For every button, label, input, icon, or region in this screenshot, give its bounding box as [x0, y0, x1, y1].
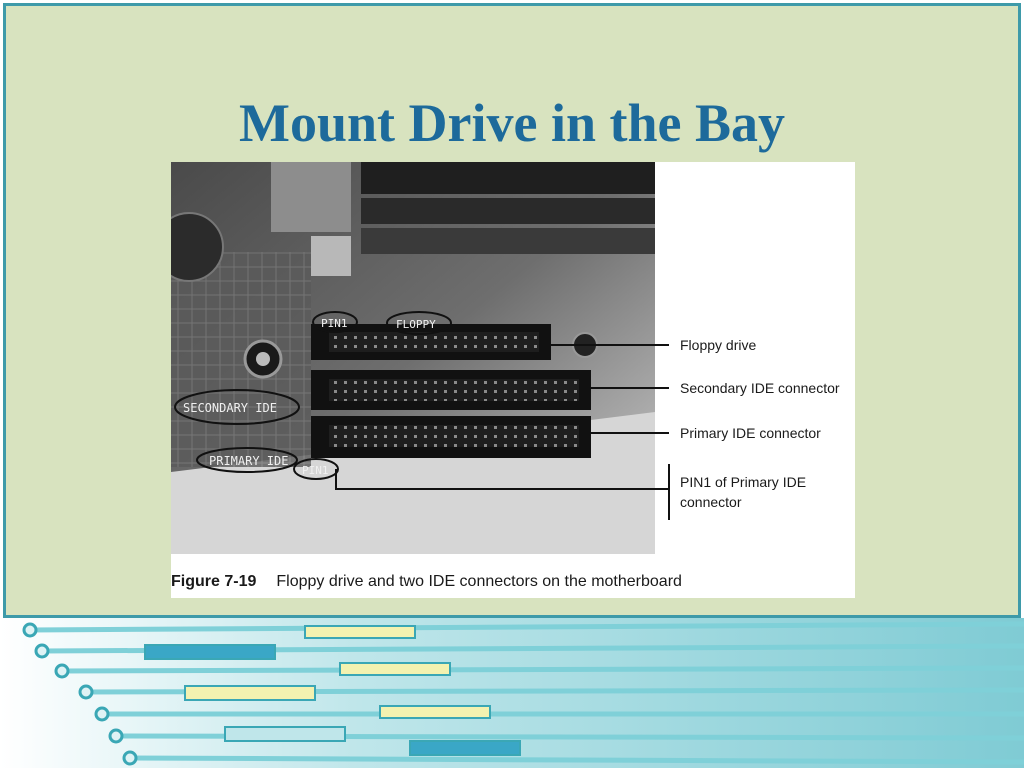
caption-number: Figure 7-19	[171, 573, 257, 590]
figure	[171, 162, 855, 598]
callout-pin1-line2: connector	[680, 494, 742, 510]
board-label-pin1-bottom: PIN1	[302, 464, 329, 477]
board-label-primary-ide: PRIMARY IDE	[209, 454, 289, 468]
callout-secondary-ide: Secondary IDE connector	[680, 380, 840, 396]
callout-pin1-line1: PIN1 of Primary IDE	[680, 474, 807, 490]
board-label-floppy: FLOPPY	[396, 318, 436, 331]
caption-text: Floppy drive and two IDE connectors on the motherboard	[276, 573, 682, 590]
slide-title: Mount Drive in the Bay	[239, 93, 785, 153]
callout-primary-ide: Primary IDE connector	[680, 425, 821, 441]
board-label-secondary-ide: SECONDARY IDE	[183, 401, 277, 415]
figure-caption	[171, 570, 855, 594]
circuit-decoration	[0, 618, 1024, 768]
board-label-pin1-top: PIN1	[321, 317, 348, 330]
callout-floppy-drive: Floppy drive	[680, 337, 757, 353]
